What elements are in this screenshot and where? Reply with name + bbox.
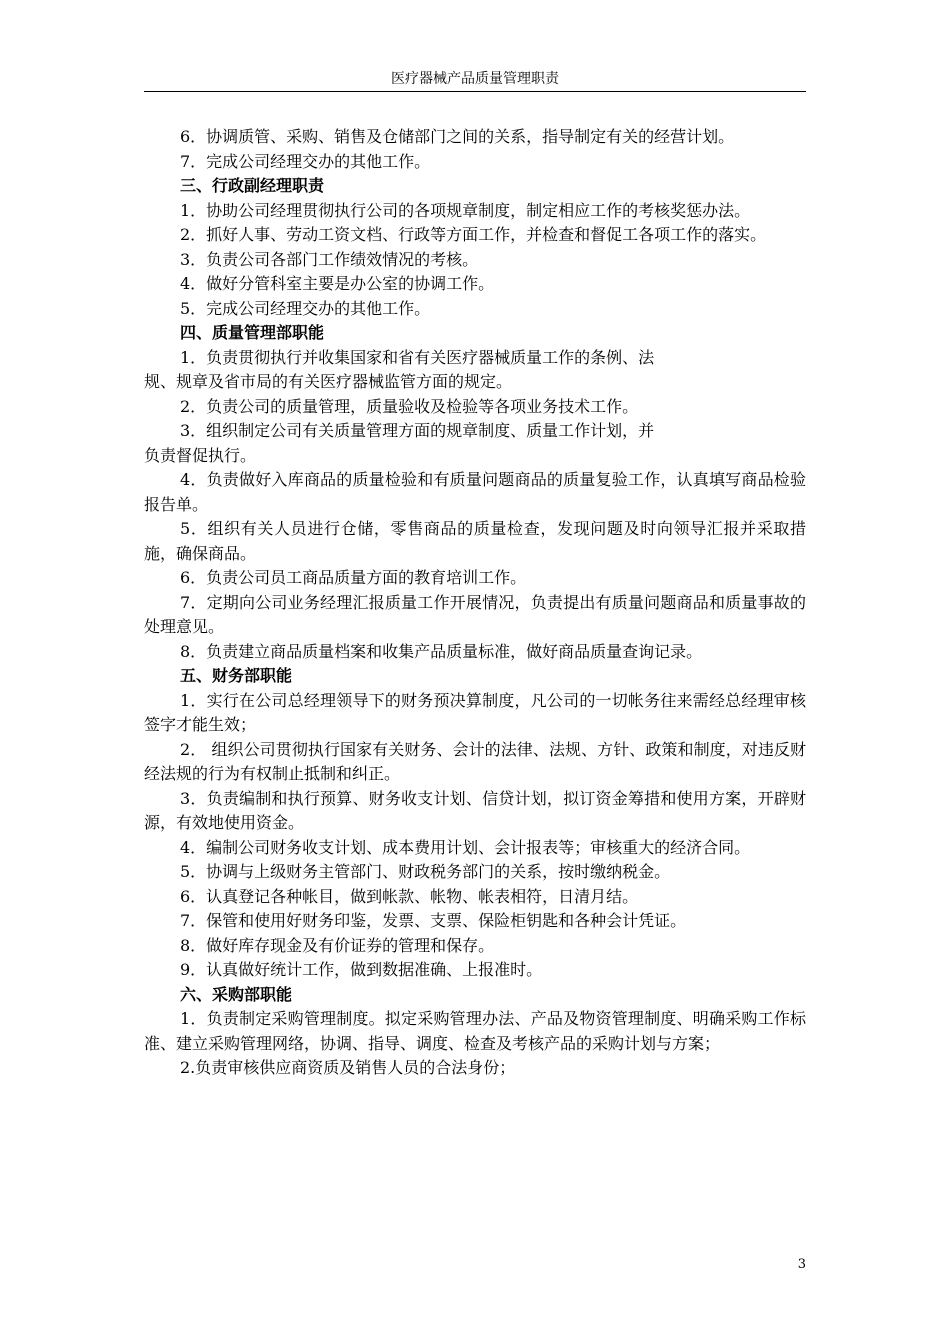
paragraph: 6．认真登记各种帐目，做到帐款、帐物、帐表相符，日清月结。 bbox=[180, 886, 639, 906]
page-header-title: 医疗器械产品质量管理职责 bbox=[391, 71, 559, 87]
paragraph bbox=[144, 346, 806, 395]
section-heading: 五、财务部职能 bbox=[180, 666, 293, 685]
paragraph: 1．实行在公司总经理领导下的财务预决算制度，凡公司的一切帐务往来需经总经理审核签字才能生效； bbox=[144, 690, 806, 734]
page-number: 3 bbox=[797, 1257, 806, 1272]
paragraph-line: 负责督促执行。 bbox=[144, 445, 257, 465]
paragraph: 7．完成公司经理交办的其他工作。 bbox=[180, 151, 431, 171]
document-body bbox=[144, 125, 806, 1081]
paragraph: 3．负责公司各部门工作绩效情况的考核。 bbox=[180, 249, 479, 269]
paragraph: 7．保管和使用好财务印鉴，发票、支票、保险柜钥匙和各种会计凭证。 bbox=[180, 911, 687, 930]
paragraph: 5．组织有关人员进行仓储，零售商品的质量检查，发现问题及时向领导汇报并采取措施，确保商品。 bbox=[144, 519, 806, 563]
paragraph: 5．完成公司经理交办的其他工作。 bbox=[180, 298, 431, 318]
paragraph: 6．协调质管、采购、销售及仓储部门之间的关系，指导制定有关的经营计划。 bbox=[180, 127, 735, 146]
paragraph: 5．协调与上级财务主管部门、财政税务部门的关系，按时缴纳税金。 bbox=[180, 862, 671, 881]
paragraph: 8．做好库存现金及有价证券的管理和保存。 bbox=[180, 935, 495, 955]
paragraph: 7．定期向公司业务经理汇报质量工作开展情况，负责提出有质量问题商品和质量事故的处理意见。 bbox=[144, 592, 806, 636]
paragraph: 3．负责编制和执行预算、财务收支计划、信贷计划，拟订资金筹措和使用方案，开辟财源，有效地使用资金。 bbox=[144, 788, 806, 832]
section-heading: 四、质量管理部职能 bbox=[180, 323, 325, 342]
paragraph-line: 规、规章及省市局的有关医疗器械监管方面的规定。 bbox=[144, 372, 513, 391]
paragraph: 2.负责审核供应商资质及销售人员的合法身份； bbox=[180, 1058, 516, 1077]
paragraph: 4．编制公司财务收支计划、成本费用计划、会计报表等；审核重大的经济合同。 bbox=[180, 837, 751, 857]
paragraph: 8．负责建立商品质量档案和收集产品质量标准，做好商品质量查询记录。 bbox=[180, 641, 703, 661]
header-divider bbox=[144, 91, 806, 92]
paragraph: 9．认真做好统计工作，做到数据准确、上报准时。 bbox=[180, 960, 543, 979]
paragraph: 4．做好分管科室主要是办公室的协调工作。 bbox=[180, 274, 495, 293]
paragraph bbox=[144, 419, 806, 468]
paragraph: 2．负责公司的质量管理，质量验收及检验等各项业务技术工作。 bbox=[180, 396, 639, 416]
paragraph: 1．协助公司经理贯彻执行公司的各项规章制度，制定相应工作的考核奖惩办法。 bbox=[180, 200, 751, 220]
paragraph-line: 1．负责贯彻执行并收集国家和省有关医疗器械质量工作的条例、法 bbox=[180, 347, 655, 367]
paragraph: 2．抓好人事、劳动工资文档、行政等方面工作，并检查和督促工各项工作的落实。 bbox=[180, 225, 767, 244]
paragraph: 1．负责制定采购管理制度。拟定采购管理办法、产品及物资管理制度、明确采购工作标准、建立采购管理网络，协调、指导、调度、检查及考核产品的采购计划与方案； bbox=[144, 1009, 806, 1053]
paragraph-line: 3．组织制定公司有关质量管理方面的规章制度、质量工作计划，并 bbox=[180, 421, 655, 440]
paragraph: 6．负责公司员工商品质量方面的教育培训工作。 bbox=[180, 568, 527, 587]
paragraph: 4．负责做好入库商品的质量检验和有质量问题商品的质量复验工作，认真填写商品检验报告单。 bbox=[144, 470, 806, 514]
section-heading: 六、采购部职能 bbox=[180, 984, 293, 1004]
section-heading: 三、行政副经理职责 bbox=[180, 176, 325, 195]
paragraph: 2． 组织公司贯彻执行国家有关财务、会计的法律、法规、方针、政策和制度，对违反财经法规的行为有权制止抵制和纠正。 bbox=[144, 739, 806, 783]
